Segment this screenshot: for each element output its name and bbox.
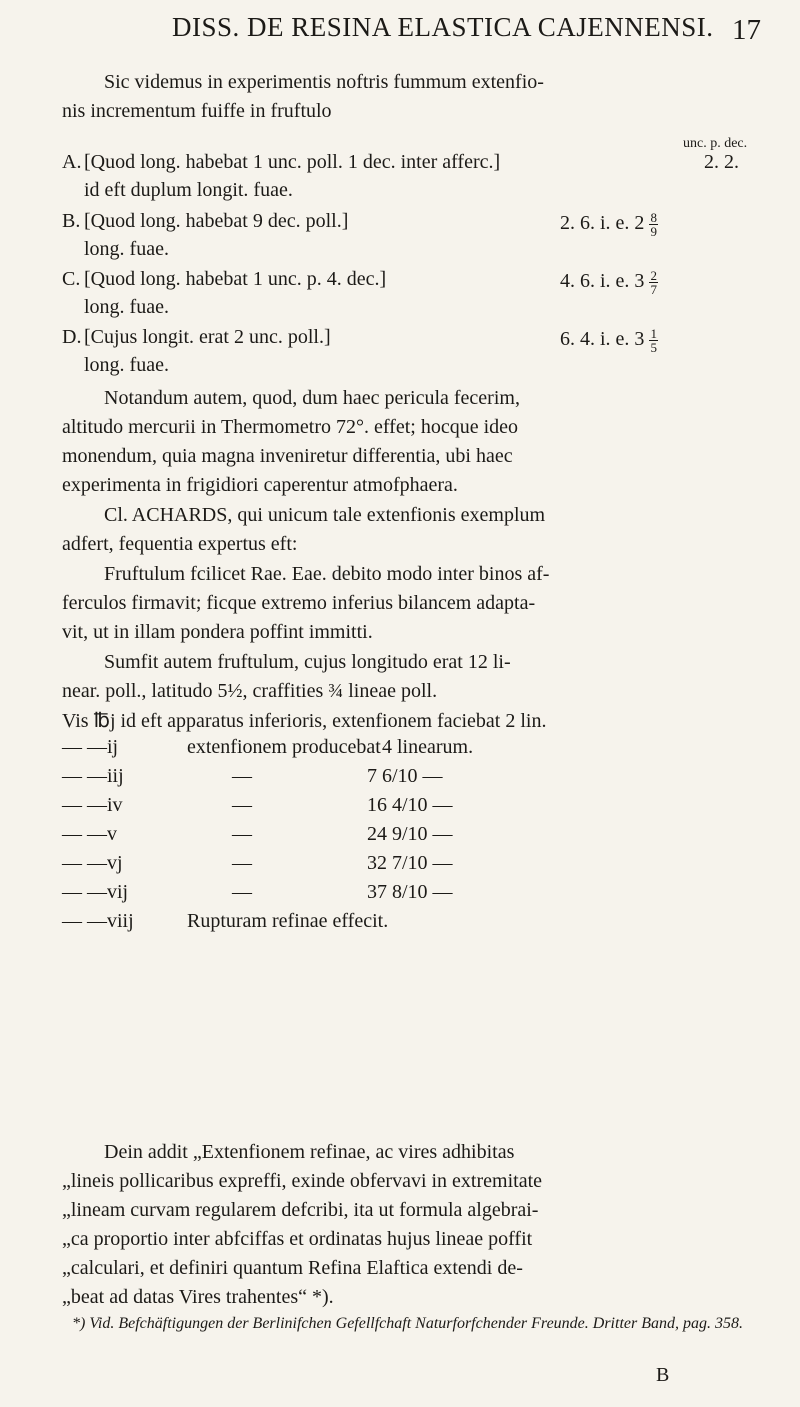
- row-value: 16 4/10 —: [367, 794, 453, 816]
- row-label: — —vij: [62, 881, 129, 903]
- intro-line-2: nis incrementum fuiffe in fruftulo: [62, 100, 332, 122]
- fraction-num: 8: [650, 210, 657, 225]
- para4-line: Sumfit autem fruftulum, cujus longitudo erat 12 li-: [104, 651, 511, 673]
- entry-values-text: 2. 6. i. e. 2: [560, 212, 645, 235]
- entry-values-text: 4. 6. i. e. 3: [560, 270, 645, 293]
- row-text: —: [232, 852, 252, 874]
- entry-values: [560, 269, 658, 296]
- para4-line: near. poll., latitudo 5½, craffities ¾ lineae poll.: [62, 680, 438, 702]
- row-label: — —viij: [62, 910, 134, 932]
- footnote: *) Vid. Befchäftigungen der Berlinifchen Gefellfchaft Naturforfchender Freunde. Dritter Band, pag. 358.: [72, 1315, 743, 1332]
- row-label: — —vj: [62, 852, 123, 874]
- experiment-row: [62, 882, 762, 902]
- entry-label: C.: [62, 268, 81, 290]
- entry-values: [560, 327, 658, 354]
- intro-line-1: Sic videmus in experimentis noftris fummum extenfio-: [104, 71, 544, 93]
- row-value: 37 8/10 —: [367, 881, 453, 903]
- entry-text-2: long. fuae.: [84, 296, 169, 318]
- entry-text-2: long. fuae.: [84, 354, 169, 376]
- para2-line: Cl. ACHARDS, qui unicum tale extenfionis exemplum: [104, 504, 546, 526]
- row-value: 4 linearum.: [382, 736, 474, 758]
- quote-line: „calculari, et definiri quantum Refina Elaftica extendi de-: [62, 1257, 523, 1279]
- signature-mark: B: [656, 1364, 670, 1386]
- fraction-num: 1: [650, 326, 657, 341]
- para3-line: vit, ut in illam pondera poffint immitti.: [62, 621, 373, 643]
- running-title: DISS. DE RESINA ELASTICA CAJENNENSI.: [172, 12, 714, 42]
- row-text: —: [232, 881, 252, 903]
- row-label: — —iij: [62, 765, 124, 787]
- entry-text: [Cujus longit. erat 2 unc. poll.]: [84, 326, 331, 348]
- quote-line: „ca proportio inter abfciffas et ordinatas hujus lineae poffit: [62, 1228, 533, 1250]
- para1-line: experimenta in frigidiori caperentur atmofphaera.: [62, 474, 458, 496]
- fraction-num: 2: [650, 268, 657, 283]
- experiment-row: [62, 766, 762, 786]
- fraction: [649, 211, 658, 238]
- experiment-row: [62, 795, 762, 815]
- experiment-row: [62, 911, 762, 931]
- para1-line: Notandum autem, quod, dum haec pericula fecerim,: [104, 387, 520, 409]
- entry-label: B.: [62, 210, 81, 232]
- quote-line: „beat ad datas Vires trahentes“ *).: [62, 1286, 334, 1308]
- para1-line: altitudo mercurii in Thermometro 72°. effet; hocque ideo: [62, 416, 519, 438]
- para3-line: Fruftulum fcilicet Rae. Eae. debito modo inter binos af-: [104, 563, 550, 585]
- row-text: —: [232, 794, 252, 816]
- para1-line: monendum, quia magna inveniretur differentia, ubi haec: [62, 445, 513, 467]
- para3-line: ferculos firmavit; ficque extremo inferius bilancem adapta-: [62, 592, 536, 614]
- row-value: 7 6/10 —: [367, 765, 443, 787]
- para2-line: adfert, fequentia expertus eft:: [62, 533, 298, 555]
- entry-values: [560, 211, 658, 238]
- quote-line: „lineis pollicaribus expreffi, exinde obfervavi in extremitate: [62, 1170, 543, 1192]
- row-value: 24 9/10 —: [367, 823, 453, 845]
- row-label: — —iv: [62, 794, 123, 816]
- column-header: unc. p. dec.: [683, 136, 748, 151]
- entry-label: D.: [62, 326, 82, 348]
- row-text: —: [232, 765, 252, 787]
- row-text: —: [232, 823, 252, 845]
- experiment-row: [62, 824, 762, 844]
- fraction-den: 9: [650, 224, 657, 239]
- entry-text-2: long. fuae.: [84, 238, 169, 260]
- entry-label: A.: [62, 151, 82, 173]
- fraction: [649, 269, 658, 296]
- row-value: 32 7/10 —: [367, 852, 453, 874]
- quote-line: Dein addit „Extenfionem refinae, ac vires adhibitas: [104, 1141, 515, 1163]
- entry-text: [Quod long. habebat 1 unc. p. 4. dec.]: [84, 268, 387, 290]
- entry-text: [Quod long. habebat 1 unc. poll. 1 dec. inter afferc.]: [84, 151, 501, 173]
- row-label: — —v: [62, 823, 117, 845]
- entry-text-2: id eft duplum longit. fuae.: [84, 179, 293, 201]
- entry-values: 2. 2.: [704, 151, 739, 173]
- experiment-row: [62, 853, 762, 873]
- row-text: Rupturam refinae effecit.: [187, 910, 389, 932]
- experiment-row: [62, 737, 762, 757]
- page-number: 17: [732, 14, 761, 46]
- fraction: [649, 327, 658, 354]
- row-text: extenfionem producebat: [187, 736, 381, 758]
- fraction-den: 5: [650, 340, 657, 355]
- quote-line: „lineam curvam regularem defcribi, ita ut formula algebrai-: [62, 1199, 539, 1221]
- entry-text: [Quod long. habebat 9 dec. poll.]: [84, 210, 349, 232]
- fraction-den: 7: [650, 282, 657, 297]
- entry-values-text: 6. 4. i. e. 3: [560, 328, 645, 351]
- vis-line: Vis ℔j id eft apparatus inferioris, extenfionem faciebat 2 lin.: [62, 710, 547, 732]
- row-label: — —ij: [62, 736, 119, 758]
